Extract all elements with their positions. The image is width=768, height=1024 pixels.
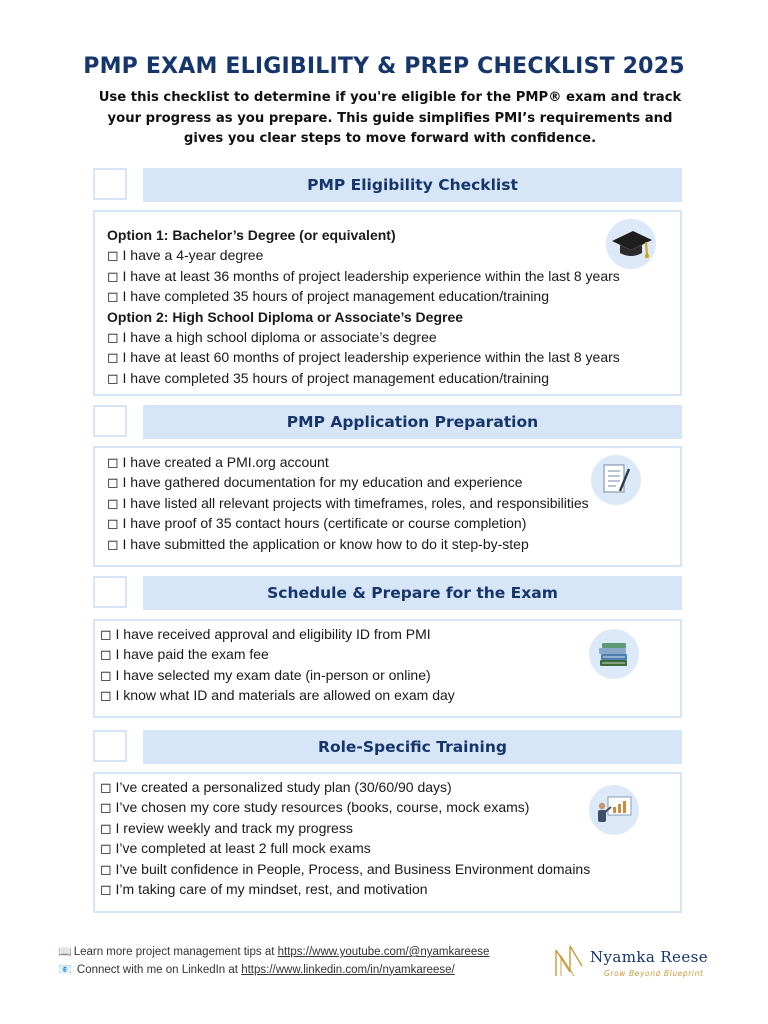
linkedin-link[interactable]: https://www.linkedin.com/in/nyamkareese/ bbox=[241, 963, 455, 976]
footer-youtube-line bbox=[58, 944, 489, 962]
logo-mark-icon bbox=[552, 942, 588, 980]
youtube-link[interactable]: https://www.youtube.com/@nyamkareese bbox=[277, 946, 490, 958]
section-header-application: PMP Application Preparation bbox=[143, 405, 682, 439]
list-item[interactable]: ◻ I have submitted the application or know how to do it step-by-step bbox=[107, 535, 529, 552]
list-item[interactable]: ◻ I’ve built confidence in People, Process, and Business Environment domains bbox=[100, 860, 591, 877]
document-pen-icon bbox=[591, 455, 641, 505]
section-box-application bbox=[93, 446, 682, 567]
list-item[interactable]: ◻ I’m taking care of my mindset, rest, and motivation bbox=[100, 881, 428, 898]
presentation-chart-icon bbox=[589, 785, 639, 835]
list-item[interactable]: ◻ I have gathered documentation for my education and experience bbox=[107, 474, 523, 491]
list-item[interactable]: ◻ I have selected my exam date (in-person or online) bbox=[100, 666, 431, 683]
section-checkbox-eligibility[interactable] bbox=[93, 168, 127, 200]
list-item[interactable]: ◻ I’ve chosen my core study resources (books, course, mock exams) bbox=[100, 799, 530, 816]
list-item[interactable]: ◻ I’ve completed at least 2 full mock exams bbox=[100, 840, 371, 857]
list-item: Option 1: Bachelor’s Degree (or equivalent) bbox=[107, 227, 396, 243]
section-box-schedule bbox=[93, 619, 682, 718]
section-box-training bbox=[93, 772, 682, 913]
logo-tagline: Grow Beyond Blueprint bbox=[604, 969, 704, 978]
list-item[interactable]: ◻ I have a 4-year degree bbox=[107, 247, 264, 264]
application-list bbox=[107, 452, 589, 554]
section-header-schedule: Schedule & Prepare for the Exam bbox=[143, 576, 682, 610]
list-item[interactable]: ◻ I have completed 35 hours of project management education/training bbox=[107, 288, 549, 305]
section-header-eligibility: PMP Eligibility Checklist bbox=[143, 168, 682, 202]
training-list bbox=[100, 777, 590, 899]
list-item[interactable]: ◻ I have listed all relevant projects with timeframes, roles, and responsibilities bbox=[107, 494, 589, 511]
list-item[interactable]: ◻ I have received approval and eligibility ID from PMI bbox=[100, 626, 431, 642]
list-item[interactable]: ◻ I have completed 35 hours of project management education/training bbox=[107, 369, 549, 386]
eligibility-list bbox=[107, 225, 620, 388]
footer-youtube-text: Learn more project management tips at bbox=[73, 946, 278, 958]
section-checkbox-application[interactable] bbox=[93, 405, 127, 437]
list-item[interactable]: ◻ I have at least 60 months of project leadership experience within the last 8 years bbox=[107, 349, 620, 366]
mail-icon: 📧 bbox=[58, 963, 72, 976]
section-box-eligibility bbox=[93, 210, 682, 396]
schedule-list bbox=[100, 624, 455, 706]
book-icon: 📖 bbox=[58, 946, 72, 958]
graduation-cap-icon bbox=[606, 219, 656, 269]
logo-name: Nyamka Reese bbox=[590, 948, 708, 966]
books-icon bbox=[589, 629, 639, 679]
list-item[interactable]: ◻ I review weekly and track my progress bbox=[100, 819, 353, 836]
section-header-training: Role-Specific Training bbox=[143, 730, 682, 764]
page-title: PMP EXAM ELIGIBILITY & PREP CHECKLIST 2025 bbox=[83, 54, 685, 79]
section-checkbox-training[interactable] bbox=[93, 730, 127, 762]
list-item[interactable]: ◻ I’ve created a personalized study plan (30/60/90 days) bbox=[100, 779, 452, 795]
brand-logo bbox=[552, 942, 722, 982]
list-item: Option 2: High School Diploma or Associate’s Degree bbox=[107, 308, 464, 325]
list-item[interactable]: ◻ I have at least 36 months of project leadership experience within the last 8 years bbox=[107, 267, 620, 284]
footer-linkedin-line bbox=[58, 962, 489, 980]
list-item[interactable]: ◻ I know what ID and materials are allowed on exam day bbox=[100, 687, 455, 704]
footer-linkedin-text: Connect with me on LinkedIn at bbox=[73, 963, 242, 976]
list-item[interactable]: ◻ I have a high school diploma or associate’s degree bbox=[107, 329, 437, 346]
footer bbox=[58, 944, 489, 979]
intro-text: Use this checklist to determine if you're eligible for the PMP® exam and track your progress as you prepare. This guide simplifies PMI’s requirements and gives you clear steps to move forward with confidence. bbox=[98, 90, 682, 146]
list-item[interactable]: ◻ I have proof of 35 contact hours (certificate or course completion) bbox=[107, 515, 527, 532]
list-item[interactable]: ◻ I have created a PMI.org account bbox=[107, 454, 329, 470]
section-checkbox-schedule[interactable] bbox=[93, 576, 127, 608]
list-item[interactable]: ◻ I have paid the exam fee bbox=[100, 646, 269, 663]
